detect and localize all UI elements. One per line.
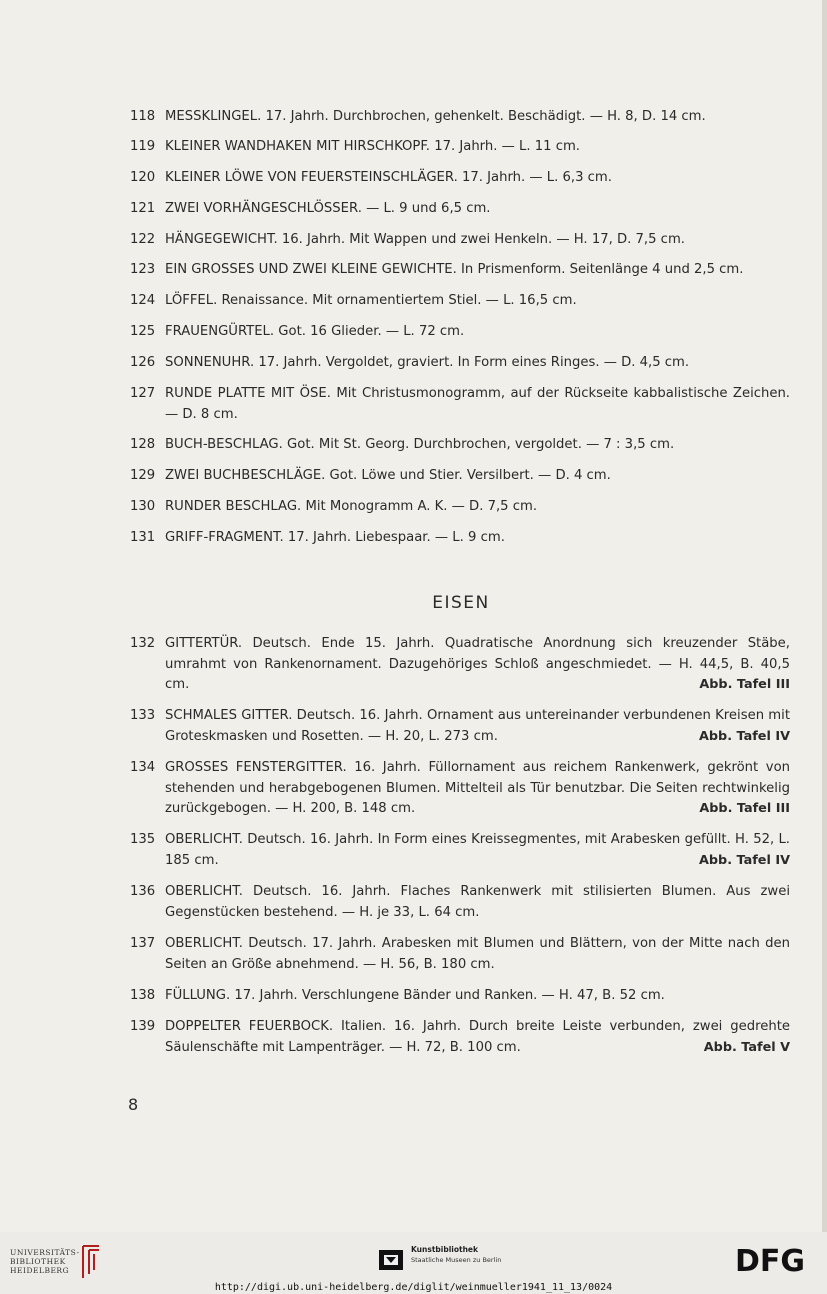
catalogue-entry	[130, 528, 790, 549]
entry-number: 118	[130, 109, 156, 124]
entry-number: 130	[130, 499, 156, 514]
entry-text: HÄNGEGEWICHT. 16. Jahrh. Mit Wappen und zwei Henkeln. — H. 17, D. 7,5 cm.	[165, 232, 685, 247]
plate-reference: Abb. Tafel III	[699, 677, 790, 692]
entry-number: 120	[130, 170, 156, 185]
entry-number: 126	[130, 355, 156, 370]
entry-text: RUNDER BESCHLAG. Mit Monogramm A. K. — D. 7,5 cm.	[165, 499, 538, 514]
catalogue-entry	[130, 435, 790, 456]
catalogue-entry	[130, 107, 790, 128]
kunstbibliothek-logo-icon	[378, 1247, 406, 1275]
catalogue-entry	[130, 830, 790, 871]
entry-text: MESSKLINGEL. 17. Jahrh. Durchbrochen, gehenkelt. Beschädigt. — H. 8, D. 14 cm.	[165, 109, 706, 124]
entry-number: 135	[130, 832, 156, 847]
entry-text: FÜLLUNG. 17. Jahrh. Verschlungene Bänder und Ranken. — H. 47, B. 52 cm.	[165, 988, 665, 1003]
entry-number: 128	[130, 437, 156, 452]
entry-number: 121	[130, 201, 156, 216]
entry-text: RUNDE PLATTE MIT ÖSE. Mit Christusmonogramm, auf der Rückseite kabbalistische Zeichen. — D. 8 cm.	[165, 386, 790, 422]
section-title: EISEN	[432, 593, 490, 613]
permalink-url[interactable]: http://digi.ub.uni-heidelberg.de/diglit/weinmueller1941_11_13/0024	[214, 1282, 613, 1293]
entry-number: 134	[130, 760, 156, 775]
entry-number: 119	[130, 139, 156, 154]
catalogue-entry	[130, 384, 790, 425]
catalogue-entry	[130, 291, 790, 312]
catalogue-entry	[130, 199, 790, 220]
entry-number: 137	[130, 936, 156, 951]
plate-reference: Abb. Tafel IV	[698, 852, 790, 868]
entry-text: SONNENUHR. 17. Jahrh. Vergoldet, graviert. In Form eines Ringes. — D. 4,5 cm.	[165, 355, 690, 370]
entry-text: FRAUENGÜRTEL. Got. 16 Glieder. — L. 72 cm.	[165, 324, 465, 339]
entry-number: 129	[130, 468, 156, 483]
footer-bar	[0, 1232, 827, 1294]
catalogue-entry	[130, 934, 790, 975]
university-logo-icon	[80, 1244, 102, 1280]
entry-number: 127	[130, 386, 156, 401]
entry-text: ZWEI VORHÄNGESCHLÖSSER. — L. 9 und 6,5 cm.	[165, 201, 491, 216]
entry-text: GROSSES FENSTERGITTER. 16. Jahrh. Füllornament aus reichem Rankenwerk, gekrönt von stehenden und herabgebogenen Blumen. Mittelteil als Tür benutzbar. Die Seiten rechtwinkelig zurückgebogen. — H. 200, B. 148 cm.	[165, 760, 790, 816]
catalogue-entry	[130, 882, 790, 923]
catalogue-entry	[130, 466, 790, 487]
catalogue-entry	[130, 706, 790, 747]
entry-number: 133	[130, 708, 156, 723]
entry-number: 123	[130, 262, 156, 277]
university-library-name: UNIVERSITÄTS- BIBLIOTHEK HEIDELBERG	[10, 1248, 80, 1275]
page-number: 8	[128, 1095, 139, 1114]
entry-text: LÖFFEL. Renaissance. Mit ornamentiertem Stiel. — L. 16,5 cm.	[165, 293, 577, 308]
catalogue-entry	[130, 758, 790, 820]
entry-text: SCHMALES GITTER. Deutsch. 16. Jahrh. Ornament aus untereinander verbundenen Kreisen mit Groteskmasken und Rosetten. — H. 20, L. 273 cm.	[165, 708, 790, 744]
catalogue-entry	[130, 497, 790, 518]
entry-text: OBERLICHT. Deutsch. 17. Jahrh. Arabesken mit Blumen und Blättern, von der Mitte nach den Seiten an Größe abnehmend. — H. 56, B. 180 cm.	[165, 936, 790, 972]
kunstbibliothek-subtitle: Staatliche Museen zu Berlin	[411, 1256, 502, 1264]
entry-number: 125	[130, 324, 156, 339]
entry-number: 132	[130, 636, 156, 651]
entry-number: 138	[130, 988, 156, 1003]
entry-text: DOPPELTER FEUERBOCK. Italien. 16. Jahrh. Durch breite Leiste verbunden, zwei gedrehte Säulenschäfte mit Lampenträger. — H. 72, B. 100 cm.	[165, 1019, 790, 1055]
catalogue-entry	[130, 986, 790, 1007]
entry-text: OBERLICHT. Deutsch. 16. Jahrh. In Form eines Kreissegmentes, mit Arabesken gefüllt. H. 52, L. 185 cm.	[165, 832, 790, 868]
catalogue-entry	[130, 137, 790, 158]
catalogue-entry	[130, 1017, 790, 1058]
entry-text: KLEINER LÖWE VON FEUERSTEINSCHLÄGER. 17. Jahrh. — L. 6,3 cm.	[165, 170, 612, 185]
entry-text: EIN GROSSES UND ZWEI KLEINE GEWICHTE. In Prismenform. Seitenlänge 4 und 2,5 cm.	[165, 262, 744, 277]
catalogue-entry	[130, 168, 790, 189]
entry-number: 131	[130, 530, 156, 545]
catalogue-entry	[130, 260, 790, 281]
page-edge	[822, 0, 827, 1232]
entry-text: OBERLICHT. Deutsch. 16. Jahrh. Flaches Rankenwerk mit stilisierten Blumen. Aus zwei Gegenstücken bestehend. — H. je 33, L. 64 cm.	[165, 884, 790, 920]
kunstbibliothek-name: Kunstbibliothek	[411, 1245, 479, 1254]
entry-number: 139	[130, 1019, 156, 1034]
entry-text: GRIFF-FRAGMENT. 17. Jahrh. Liebespaar. — L. 9 cm.	[165, 530, 505, 545]
plate-reference: Abb. Tafel IV	[698, 728, 790, 744]
catalogue-entry	[130, 634, 790, 696]
entry-number: 122	[130, 232, 156, 247]
entry-text: ZWEI BUCHBESCHLÄGE. Got. Löwe und Stier. Versilbert. — D. 4 cm.	[165, 468, 611, 483]
entry-text: KLEINER WANDHAKEN MIT HIRSCHKOPF. 17. Jahrh. — L. 11 cm.	[165, 139, 580, 154]
catalogue-entry	[130, 322, 790, 343]
entry-number: 136	[130, 884, 156, 899]
catalogue-entry	[130, 230, 790, 251]
entry-text: GITTERTÜR. Deutsch. Ende 15. Jahrh. Quadratische Anordnung sich kreuzender Stäbe, umrahmt von Rankenornament. Dazugehöriges Schloß angeschmiedet. — H. 44,5, B. 40,5 cm.	[165, 636, 790, 692]
entry-number: 124	[130, 293, 156, 308]
catalogue-entry	[130, 353, 790, 374]
plate-reference: Abb. Tafel V	[703, 1039, 790, 1055]
plate-reference: Abb. Tafel III	[699, 801, 790, 816]
entry-text: BUCH-BESCHLAG. Got. Mit St. Georg. Durchbrochen, vergoldet. — 7 : 3,5 cm.	[165, 437, 675, 452]
dfg-logo: DFG	[735, 1244, 806, 1279]
